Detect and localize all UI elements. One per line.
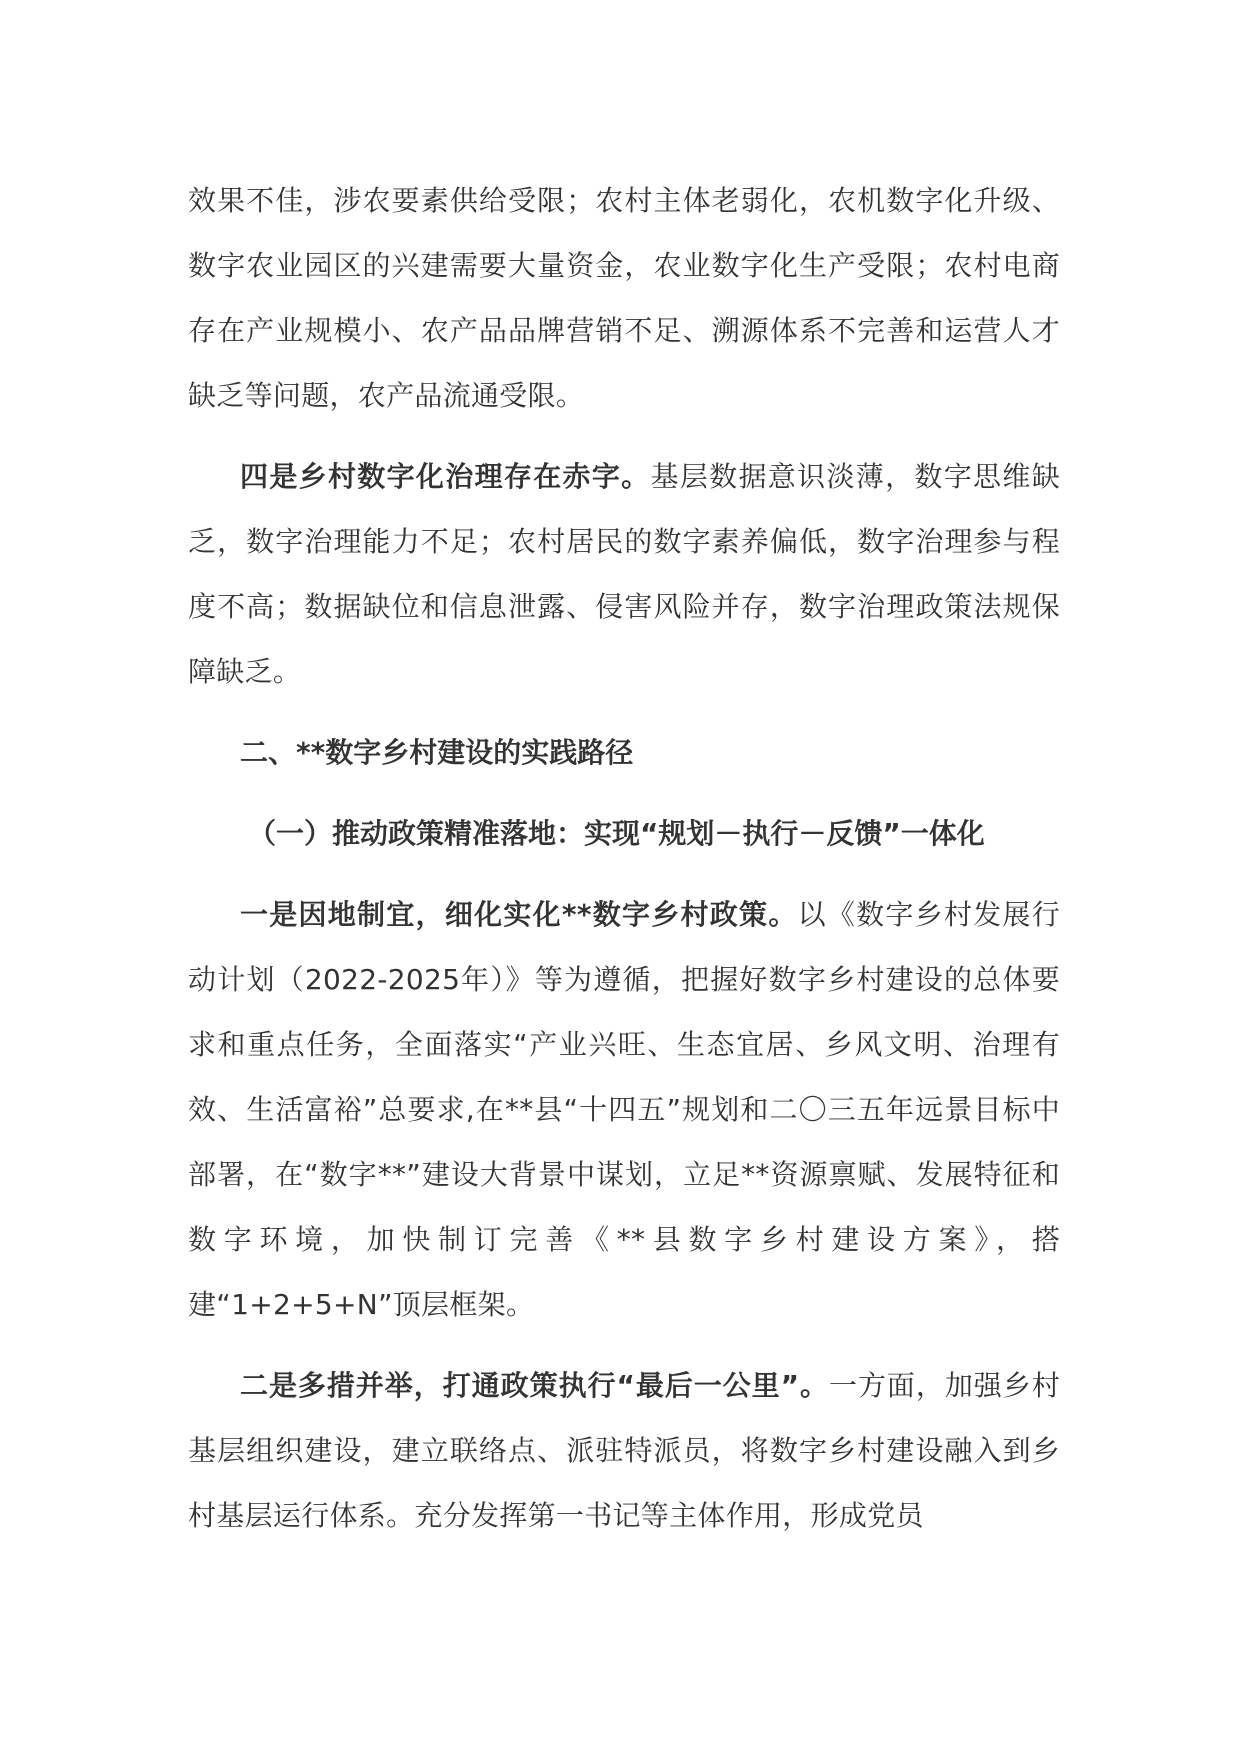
section-heading: 二、**数字乡村建设的实践路径 [240,736,634,769]
paragraph-policy-refinement [188,882,1060,1337]
paragraph-lead: 二是多措并举，打通政策执行“最后一公里”。 [240,1369,829,1402]
paragraph-policy-execution [188,1353,1060,1548]
paragraph-continuation [188,168,1060,428]
paragraph-text: 效果不佳，涉农要素供给受限；农村主体老弱化，农机数字化升级、数字农业园区的兴建需要大量资金，农业数字化生产受限；农村电商存在产业规模小、农产品品牌营销不足、溯源体系不完善和运营人才缺乏等问题，农产品流通受限。 [188,184,1060,412]
paragraph-lead: 一是因地制宜，细化实化**数字乡村政策。 [240,898,798,931]
paragraph-text: 基层数据意识淡薄，数字思维缺乏，数字治理能力不足；农村居民的数字素养偏低，数字治理参与程度不高；数据缺位和信息泄露、侵害风险并存，数字治理政策法规保障缺乏。 [188,460,1061,688]
paragraph-lead: 四是乡村数字化治理存在赤字。 [240,460,651,493]
paragraph-governance-deficit [188,444,1060,704]
subsection-heading: （一）推动政策精准落地：实现“规划－执行－反馈”一体化 [248,817,985,850]
document-body [188,168,1060,1548]
paragraph-text: 以《数字乡村发展行动计划（2022-2025年）》等为遵循，把握好数字乡村建设的总体要求和重点任务，全面落实“产业兴旺、生态宜居、乡风文明、治理有效、生活富裕”总要求,在**县“十四五”规划和二〇三五年远景目标中部署，在“数字**”建设大背景中谋划，立足**资源禀赋、发展特征和数字环境，加快制订完善《**县数字乡村建设方案》，搭建“1+2+5+N”顶层框架。 [188,898,1060,1321]
paragraph-text: 一方面，加强乡村基层组织建设，建立联络点、派驻特派员，将数字乡村建设融入到乡村基层运行体系。充分发挥第一书记等主体作用，形成党员 [188,1369,1061,1532]
